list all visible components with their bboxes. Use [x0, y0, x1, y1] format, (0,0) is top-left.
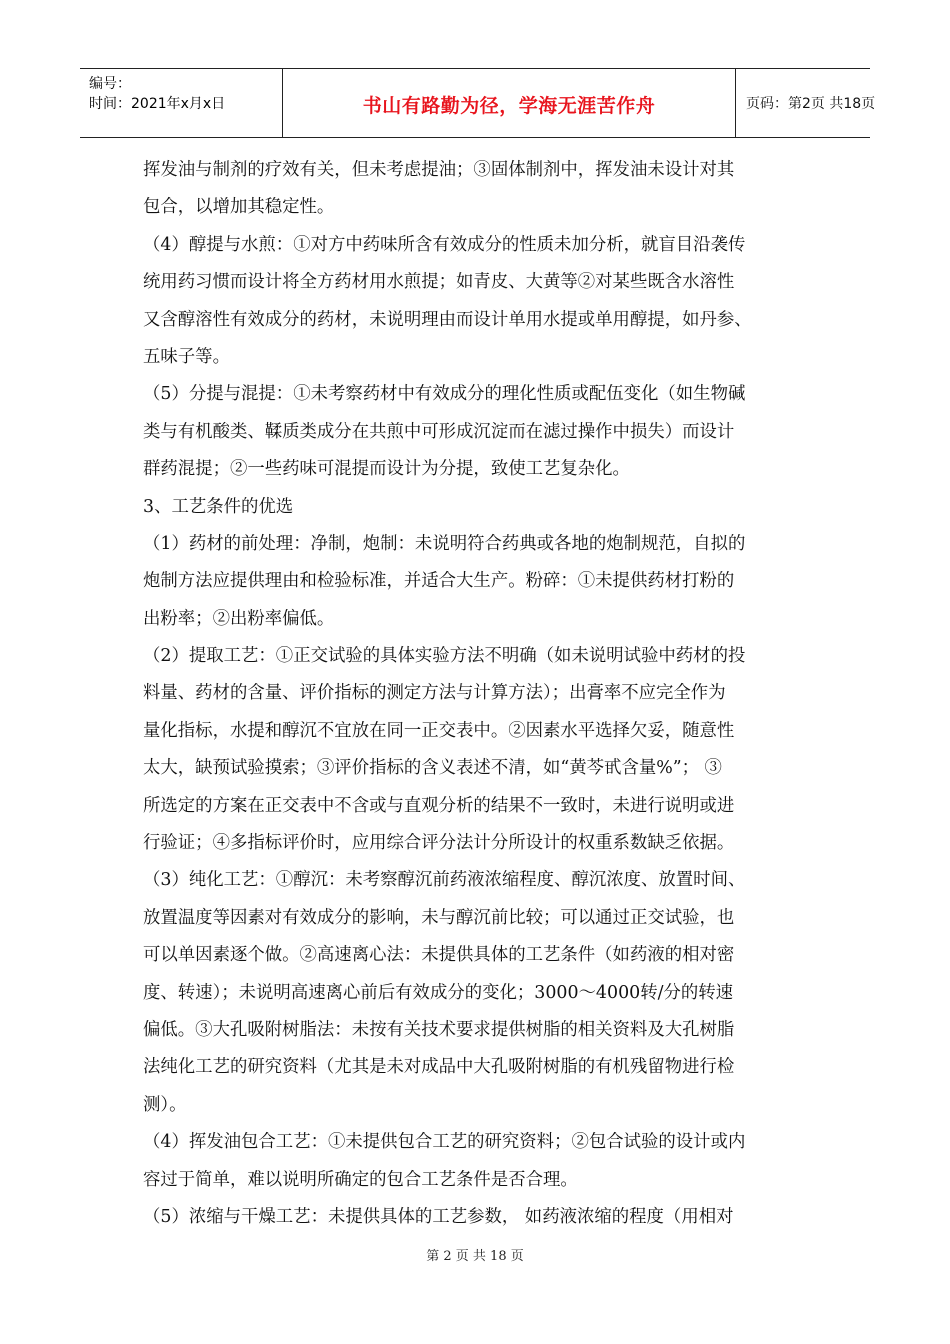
text-line: 统用药习惯而设计将全方药材用水煎提；如青皮、大黄等②对某些既含水溶性 [143, 272, 735, 293]
text-line: 五味子等。 [143, 346, 230, 367]
header-page-info: 页码：第2页 共18页 [746, 96, 876, 112]
text-line: 类与有机酸类、鞣质类成分在共煎中可形成沉淀而在滤过操作中损失）而设计 [143, 421, 735, 442]
header-right-cell [736, 69, 876, 137]
text-line: 料量、药材的含量、评价指标的测定方法与计算方法）；出膏率不应完全作为 [143, 683, 726, 704]
page-header [80, 68, 876, 138]
text-line: （3）纯化工艺：①醇沉：未考察醇沉前药液浓缩程度、醇沉浓度、放置时间、 [143, 870, 746, 891]
text-line: （4）醇提与水煎：①对方中药味所含有效成分的性质未加分析，就盲目沿袭传 [143, 234, 746, 255]
text-line: 炮制方法应提供理由和检验标准，并适合大生产。粉碎：①未提供药材打粉的 [143, 571, 735, 592]
text-line: 所选定的方案在正交表中不含或与直观分析的结果不一致时，未进行说明或进 [143, 795, 735, 816]
header-middle-cell [283, 69, 736, 137]
text-line: 可以单因素逐个做。②高速离心法：未提供具体的工艺条件（如药液的相对密 [143, 945, 735, 966]
text-line: 量化指标，水提和醇沉不宜放在同一正交表中。②因素水平选择欠妥，随意性 [143, 720, 735, 741]
text-line: 太大，缺预试验摸索；③评价指标的含义表述不清，如“黄芩甙含量%”； ③ [143, 758, 722, 779]
header-motto: 书山有路勤为径，学海无涯苦作舟 [362, 95, 656, 117]
text-line: 群药混提；②一些药味可混提而设计为分提，致使工艺复杂化。 [143, 459, 630, 480]
text-line: 度、转速）；未说明高速离心前后有效成分的变化；3000～4000转/分的转速 [143, 982, 734, 1003]
text-line: （1）药材的前处理：净制，炮制：未说明符合药典或各地的炮制规范，自拟的 [143, 533, 746, 554]
text-line: （5）浓缩与干燥工艺：未提供具体的工艺参数， 如药液浓缩的程度（用相对 [143, 1206, 734, 1227]
text-line: 法纯化工艺的研究资料（尤其是未对成品中大孔吸附树脂的有机残留物进行检 [143, 1057, 735, 1078]
text-line: 偏低。③大孔吸附树脂法：未按有关技术要求提供树脂的相关资料及大孔树脂 [143, 1019, 735, 1040]
text-line: 放置温度等因素对有效成分的影响，未与醇沉前比较；可以通过正交试验，也 [143, 907, 735, 928]
text-line: 又含醇溶性有效成分的药材，未说明理由而设计单用水提或单用醇提，如丹参、 [143, 309, 752, 330]
text-line: （5）分提与混提：①未考察药材中有效成分的理化性质或配伍变化（如生物碱 [143, 384, 746, 405]
text-line: 行验证；④多指标评价时，应用综合评分法计分所设计的权重系数缺乏依据。 [143, 833, 735, 854]
number-label: 编号： [89, 76, 131, 92]
page-footer: 第 2 页 共 18 页 [426, 1249, 524, 1264]
header-left-cell [80, 69, 283, 137]
text-line: 出粉率；②出粉率偏低。 [143, 608, 335, 629]
text-line: （4）挥发油包合工艺：①未提供包合工艺的研究资料；②包合试验的设计或内 [143, 1132, 746, 1153]
text-line: 挥发油与制剂的疗效有关，但未考虑提油；③固体制剂中，挥发油未设计对其 [143, 160, 735, 180]
text-line: 包合，以增加其稳定性。 [143, 197, 335, 218]
section-heading: 3、工艺条件的优选 [143, 496, 294, 517]
text-line: 容过于简单，难以说明所确定的包合工艺条件是否合理。 [143, 1169, 578, 1190]
time-label: 时间：2021年x月x日 [89, 96, 226, 112]
text-line: 测）。 [143, 1094, 187, 1115]
text-line: （2）提取工艺：①正交试验的具体实验方法不明确（如未说明试验中药材的投 [143, 646, 746, 667]
document-body [143, 152, 808, 1236]
